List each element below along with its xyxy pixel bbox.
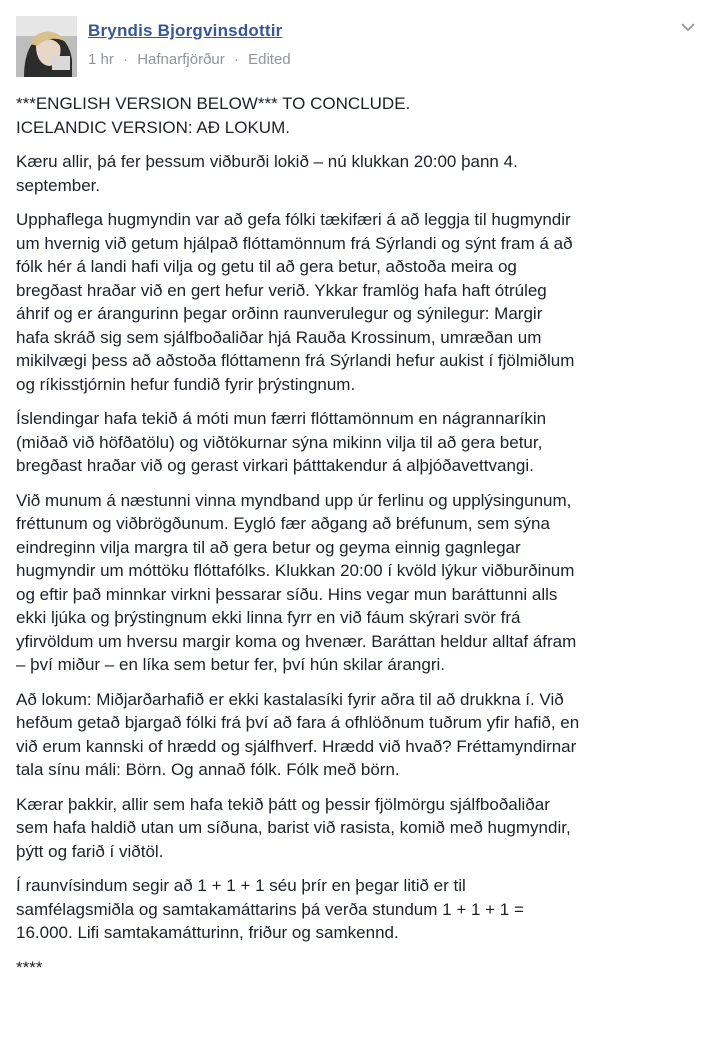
post-paragraph: Við munum á næstunni vinna myndband upp úr ferlinu og upplýsingunum, fréttunum og viðbrögðunum. Eygló fær aðgang að bréfunum, sem sýna eindreginn vilja margra til að gera betur og geyma einnig gagnlegar hugmyndir um móttöku flóttafólks. Klukkan 20:00 í kvöld lýkur viðburðinum og eftir það minnkar virkni þessarar síðu. Hins vegar mun baráttunni alls ekki ljúka og þrýstingnum ekki linna fyrr en við fáum skýrari svör frá yfirvöldum um hversu margir koma og hvenær. Baráttan heldur alltaf áfram – því miður – en líka sem betur fer, því hún skilar árangri. [16, 490, 577, 674]
meta-separator: · [233, 51, 239, 68]
post-paragraph: Upphaflega hugmyndin var að gefa fólki tækifæri á að leggja til hugmyndir um hvernig við getum hjálpað flóttamönnum frá Sýrlandi og sýnt fram á að fólk hér á landi hafi vilja og getu til að gera betur, aðstoða meira og bregðast hraðar við en gert hefur verið. Ykkar framlög hafa haft ótrúleg áhrif og er árangurinn þegar orðinn raunverulegur og sýnilegur: Margir hafa skráð sig sem sjálfboðaliðar hjá Rauða Krossinum, umræðan um mikilvægi þess að aðstoða flóttamenn frá Sýrlandi hefur aukist í fjölmiðlum og ríkisstjórnin hefur fundið fyrir þrýstingnum. [16, 210, 575, 394]
post-paragraph: Kærar þakkir, allir sem hafa tekið þátt og þessir fjölmörgu sjálfboðaliðar sem hafa haldið utan um síðuna, barist við rasista, komið með hugmyndir, þýtt og farið í viðtöl. [16, 794, 571, 861]
location-link[interactable]: Hafnarfjörður [137, 51, 225, 68]
chevron-down-icon[interactable] [679, 20, 697, 32]
profile-photo[interactable] [16, 16, 77, 77]
post-paragraph: **** [16, 957, 43, 977]
post-paragraph: Í raunvísindum segir að 1 + 1 + 1 séu þrír en þegar litið er til samfélagsmiðla og samtakamáttarins þá verða stundum 1 + 1 + 1 = 16.000. Lifi samtakamátturinn, friður og samkennd. [16, 876, 524, 942]
post-header [14, 12, 699, 72]
post-meta [88, 51, 291, 68]
post-body [16, 92, 698, 990]
author-name-link[interactable]: Bryndis Bjorgvinsdottir [88, 21, 283, 40]
post-paragraph: ***ENGLISH VERSION BELOW*** TO CONCLUDE. ICELANDIC VERSION: AÐ LOKUM. [16, 94, 411, 137]
post-paragraph: Íslendingar hafa tekið á móti mun færri flóttamönnum en nágrannaríkin (miðað við höfðatölu) og viðtökurnar sýna mikinn vilja til að gera betur, bregðast hraðar við og gerast virkari þátttakendur á alþjóðavettvangi. [16, 409, 547, 475]
avatar-image [16, 16, 77, 77]
edited-label[interactable]: Edited [248, 51, 291, 68]
timestamp-link[interactable]: 1 hr [88, 51, 114, 68]
post-paragraph: Að lokum: Miðjarðarhafið er ekki kastalasíki fyrir aðra til að drukkna í. Við hefðum getað bjargað fólki frá því að fara á ofhlöðnum tuðrum yfir hafið, en við erum kannski of hrædd og sjálfhverf. Hrædd við hvað? Fréttamyndirnar tala sínu máli: Börn. Og annað fólk. Fólk með börn. [16, 689, 580, 779]
post-paragraph: Kæru allir, þá fer þessum viðburði lokið – nú klukkan 20:00 þann 4. september. [16, 152, 518, 195]
meta-separator: · [123, 51, 129, 68]
